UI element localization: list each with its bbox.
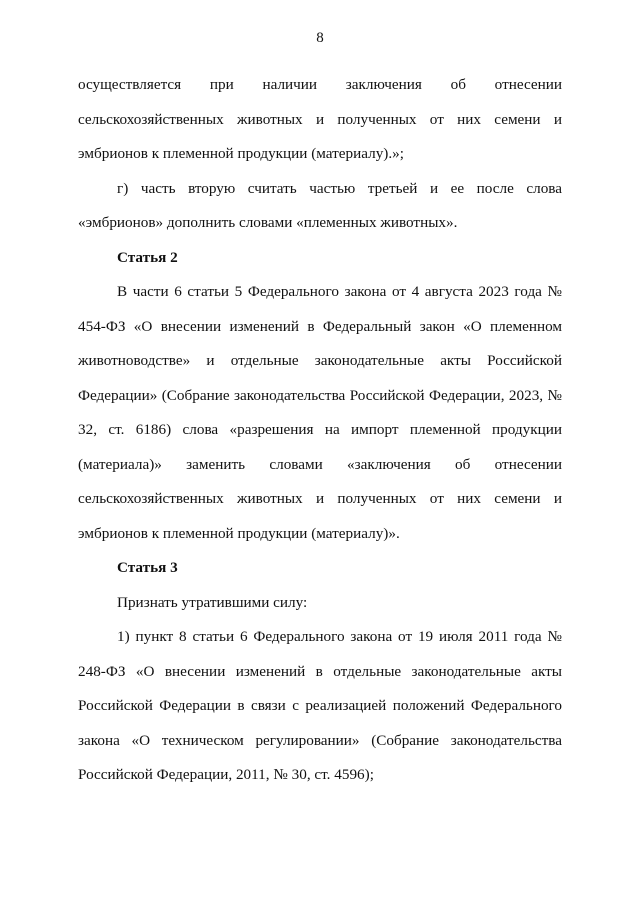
document-body — [78, 68, 562, 793]
article-2-heading: Статья 2 — [117, 248, 178, 266]
page-number: 8 — [316, 30, 324, 46]
article-3-heading: Статья 3 — [117, 559, 178, 576]
article-3-point-1: 1) пункт 8 статьи 6 Федерального закона от 19 июля 2011 года № 248-ФЗ «О внесении изменений в отдельные законодательные акты Российской Федерации в связи с реализацией положений Федерального закона «О техническом регулировании» (Собрание законодательства Российской Федерации, 2011, № 30, ст. 4596); — [78, 628, 562, 783]
paragraph-continuation: осуществляется при наличии заключения об отнесении сельскохозяйственных животных и полученных от них семени и эмбрионов к племенной продукции (материалу).»; — [78, 76, 562, 162]
paragraph-point-g: г) часть вторую считать частью третьей и ее после слова «эмбрионов» дополнить словами «племенных животных». — [78, 179, 562, 231]
article-2-text: В части 6 статьи 5 Федерального закона от 4 августа 2023 года № 454-ФЗ «О внесении изменений в Федеральный закон «О племенном животноводстве» и отдельные законодательные акты Российской Федерации» (Собрание законодательства Российской Федерации, 2023, № 32, ст. 6186) слова «разрешения на импорт племенной продукции (материала)» заменить словами «заключения об отнесении сельскохозяйственных животных и полученных от них семени и эмбрионов к племенной продукции (материалу)». — [78, 283, 562, 542]
article-3-lead: Признать утратившими силу: — [117, 593, 308, 611]
